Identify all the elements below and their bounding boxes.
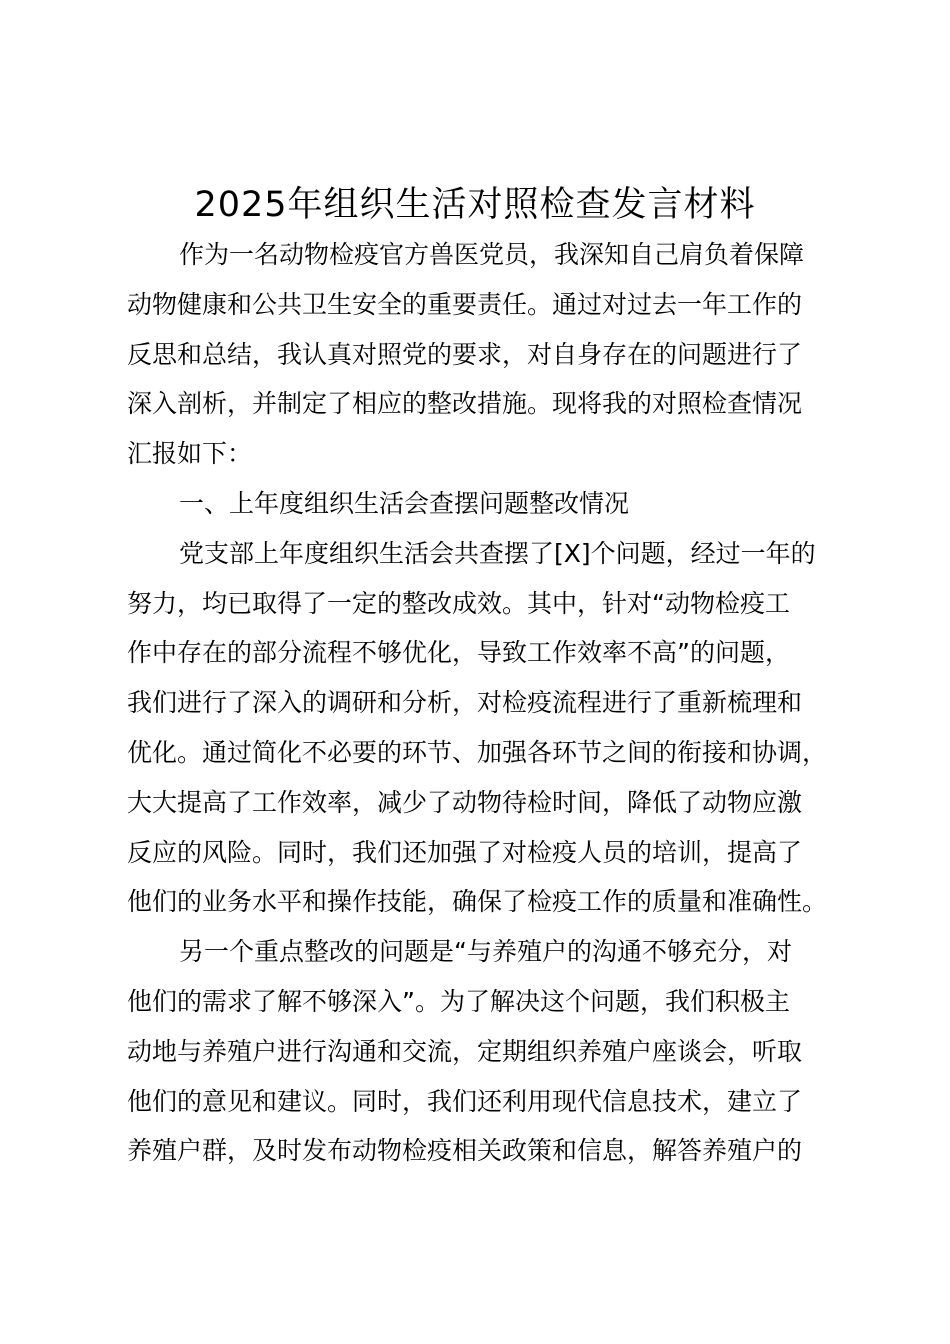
paragraph-line: 他们的需求了解不够深入”。为了解决这个问题，我们积极主 — [127, 986, 790, 1016]
paragraph-line: 优化。通过简化不必要的环节、加强各环节之间的衔接和协调， — [127, 737, 828, 767]
paragraph-line: 反思和总结，我认真对照党的要求，对自身存在的问题进行了 — [127, 339, 803, 369]
paragraph-line: 动地与养殖户进行沟通和交流，定期组织养殖户座谈会，听取 — [127, 1036, 803, 1066]
paragraph-line: 汇报如下： — [127, 439, 253, 469]
paragraph-line: 动物健康和公共卫生安全的重要责任。通过对过去一年工作的 — [127, 289, 803, 319]
paragraph-line: 努力，均已取得了一定的整改成效。其中，针对“动物检疫工 — [127, 588, 790, 618]
paragraph-line: 反应的风险。同时，我们还加强了对检疫人员的培训，提高了 — [127, 837, 803, 867]
paragraph-line: 党支部上年度组织生活会共查摆了[X]个问题，经过一年的 — [179, 538, 816, 568]
document-title: 2025年组织生活对照检查发言材料 — [194, 185, 756, 225]
paragraph-line: 他们的意见和建议。同时，我们还利用现代信息技术，建立了 — [127, 1086, 803, 1116]
paragraph-line: 我们进行了深入的调研和分析，对检疫流程进行了重新梳理和 — [127, 688, 803, 718]
paragraph-line: 作为一名动物检疫官方兽医党员，我深知自己肩负着保障 — [179, 240, 805, 269]
paragraph-line: 深入剖析，并制定了相应的整改措施。现将我的对照检查情况 — [127, 389, 803, 419]
paragraph-line: 他们的业务水平和操作技能，确保了检疫工作的质量和准确性。 — [127, 887, 828, 917]
paragraph-line: 养殖户群，及时发布动物检疫相关政策和信息，解答养殖户的 — [127, 1136, 803, 1166]
paragraph-line: 另一个重点整改的问题是“与养殖户的沟通不够充分，对 — [179, 937, 792, 967]
paragraph-line: 作中存在的部分流程不够优化，导致工作效率不高”的问题， — [127, 638, 790, 668]
section-heading: 一、上年度组织生活会查摆问题整改情况 — [179, 488, 630, 518]
document-body — [127, 230, 839, 1176]
paragraph-line: 大大提高了工作效率，减少了动物待检时间，降低了动物应激 — [127, 787, 803, 817]
